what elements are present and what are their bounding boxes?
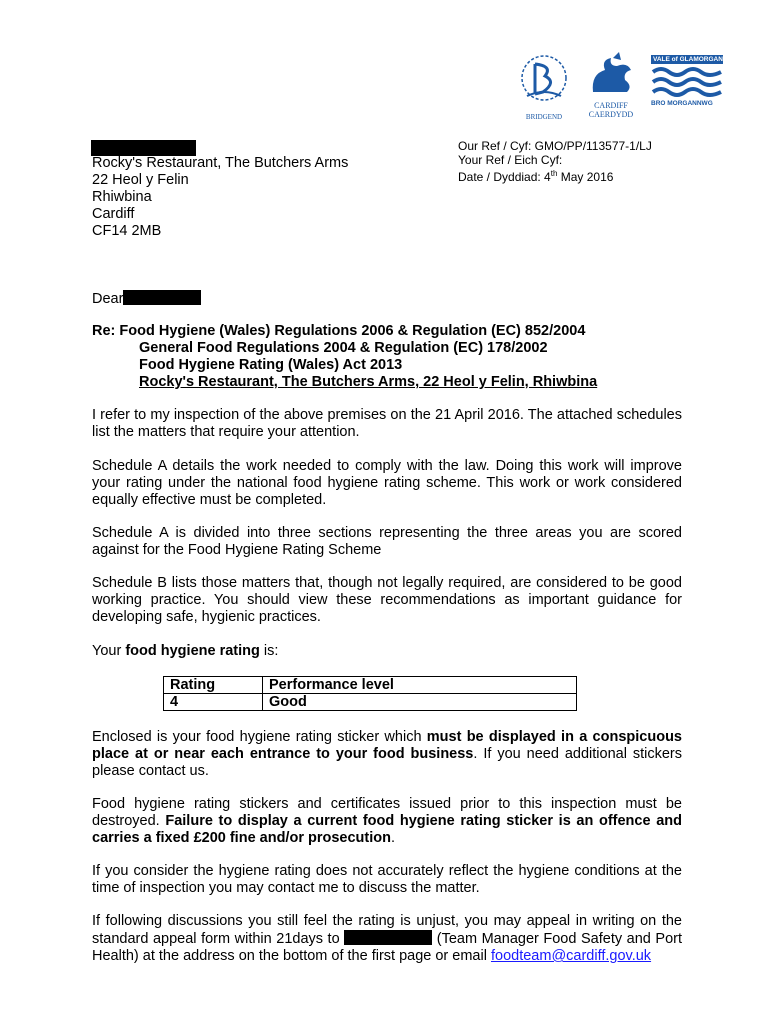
cardiff-caption-1: CARDIFF xyxy=(594,101,628,110)
rating-table xyxy=(163,676,577,711)
subject-line-1: Re: Food Hygiene (Wales) Regulations 2006 & Regulation (EC) 852/2004 xyxy=(92,323,586,339)
address-line-3: Rhiwbina xyxy=(92,189,152,205)
redacted-manager-name xyxy=(344,930,432,945)
address-line-4: Cardiff xyxy=(92,206,135,222)
table-header-row xyxy=(164,677,577,694)
paragraph-schedule-a-sections: Schedule A is divided into three sections representing the three areas you are scored against for the Food Hygiene Rating Scheme xyxy=(92,525,682,558)
paragraph-schedule-a: Schedule A details the work needed to comply with the law. Doing this work will improve your rating under the national food hygiene rating scheme. This work or work considered equally effective must be completed. xyxy=(92,458,682,508)
cardiff-caption-2: CAERDYDD xyxy=(588,110,634,119)
table-row xyxy=(164,694,577,711)
paragraph-sticker: Enclosed is your food hygiene rating sticker which must be displayed in a conspicuous place at or near each entrance to your food business. If you need additional stickers please contact us. xyxy=(92,729,682,779)
vale-of-glamorgan-logo xyxy=(651,55,723,113)
header-performance: Performance level xyxy=(263,677,577,694)
header-rating: Rating xyxy=(164,677,263,694)
recipient-address xyxy=(92,155,348,240)
reference-block xyxy=(458,139,652,184)
subject-line-2: General Food Regulations 2004 & Regulation (EC) 178/2002 xyxy=(139,340,548,356)
email-link[interactable]: foodteam@cardiff.gov.uk xyxy=(490,948,652,964)
paragraph-inspection: I refer to my inspection of the above premises on the 21 April 2016. The attached schedules list the matters that require your attention. xyxy=(92,407,682,440)
performance-value: Good xyxy=(263,694,577,711)
redacted-name xyxy=(91,140,196,156)
address-line-5: CF14 2MB xyxy=(92,223,162,239)
cardiff-logo xyxy=(583,52,639,119)
address-line-1: Rocky's Restaurant, The Butchers Arms xyxy=(92,155,349,171)
vale-caption-bottom: BRO MORGANNWG xyxy=(651,100,713,107)
vale-caption-top: VALE of GLAMORGAN xyxy=(653,56,723,63)
bridgend-logo xyxy=(515,52,573,121)
subject-line-4: Rocky's Restaurant, The Butchers Arms, 22 Heol y Felin, Rhiwbina xyxy=(139,374,598,390)
bridgend-caption: BRIDGEND xyxy=(525,113,563,121)
paragraph-appeal: If following discussions you still feel the rating is unjust, you may appeal in writing on the standard appeal form within 21days to (Team Manager Food Safety and Port Health) at the address on the bottom of the first page or email foodteam@cardiff.gov.uk xyxy=(92,913,682,964)
letter-date: Date / Dyddiad: 4th May 2016 xyxy=(458,169,614,184)
rating-value: 4 xyxy=(164,694,263,711)
subject-line-3: Food Hygiene Rating (Wales) Act 2013 xyxy=(139,357,403,373)
our-ref: Our Ref / Cyf: GMO/PP/113577-1/LJ xyxy=(458,139,652,153)
salutation: Dear xyxy=(92,290,201,308)
vale-emblem-icon xyxy=(651,64,723,100)
paragraph-discuss: If you consider the hygiene rating does not accurately reflect the hygiene conditions at the time of inspection you may contact me to discuss the matter. xyxy=(92,863,682,896)
paragraph-schedule-b: Schedule B lists those matters that, though not legally required, are considered to be good working practice. You should view these recommendations as important guidance for developing safe, hygienic practices. xyxy=(92,575,682,625)
redacted-salutation-name xyxy=(123,290,201,305)
paragraph-destroy-stickers: Food hygiene rating stickers and certificates issued prior to this inspection must be destroyed. Failure to display a current food hygiene rating sticker is an offence and carries a fixed £200 fine and/or prosecution. xyxy=(92,796,682,846)
subject-block xyxy=(92,323,597,391)
address-line-2: 22 Heol y Felin xyxy=(92,172,189,188)
your-ref: Your Ref / Eich Cyf: xyxy=(458,153,563,167)
paragraph-rating-intro: Your food hygiene rating is: xyxy=(92,643,279,659)
